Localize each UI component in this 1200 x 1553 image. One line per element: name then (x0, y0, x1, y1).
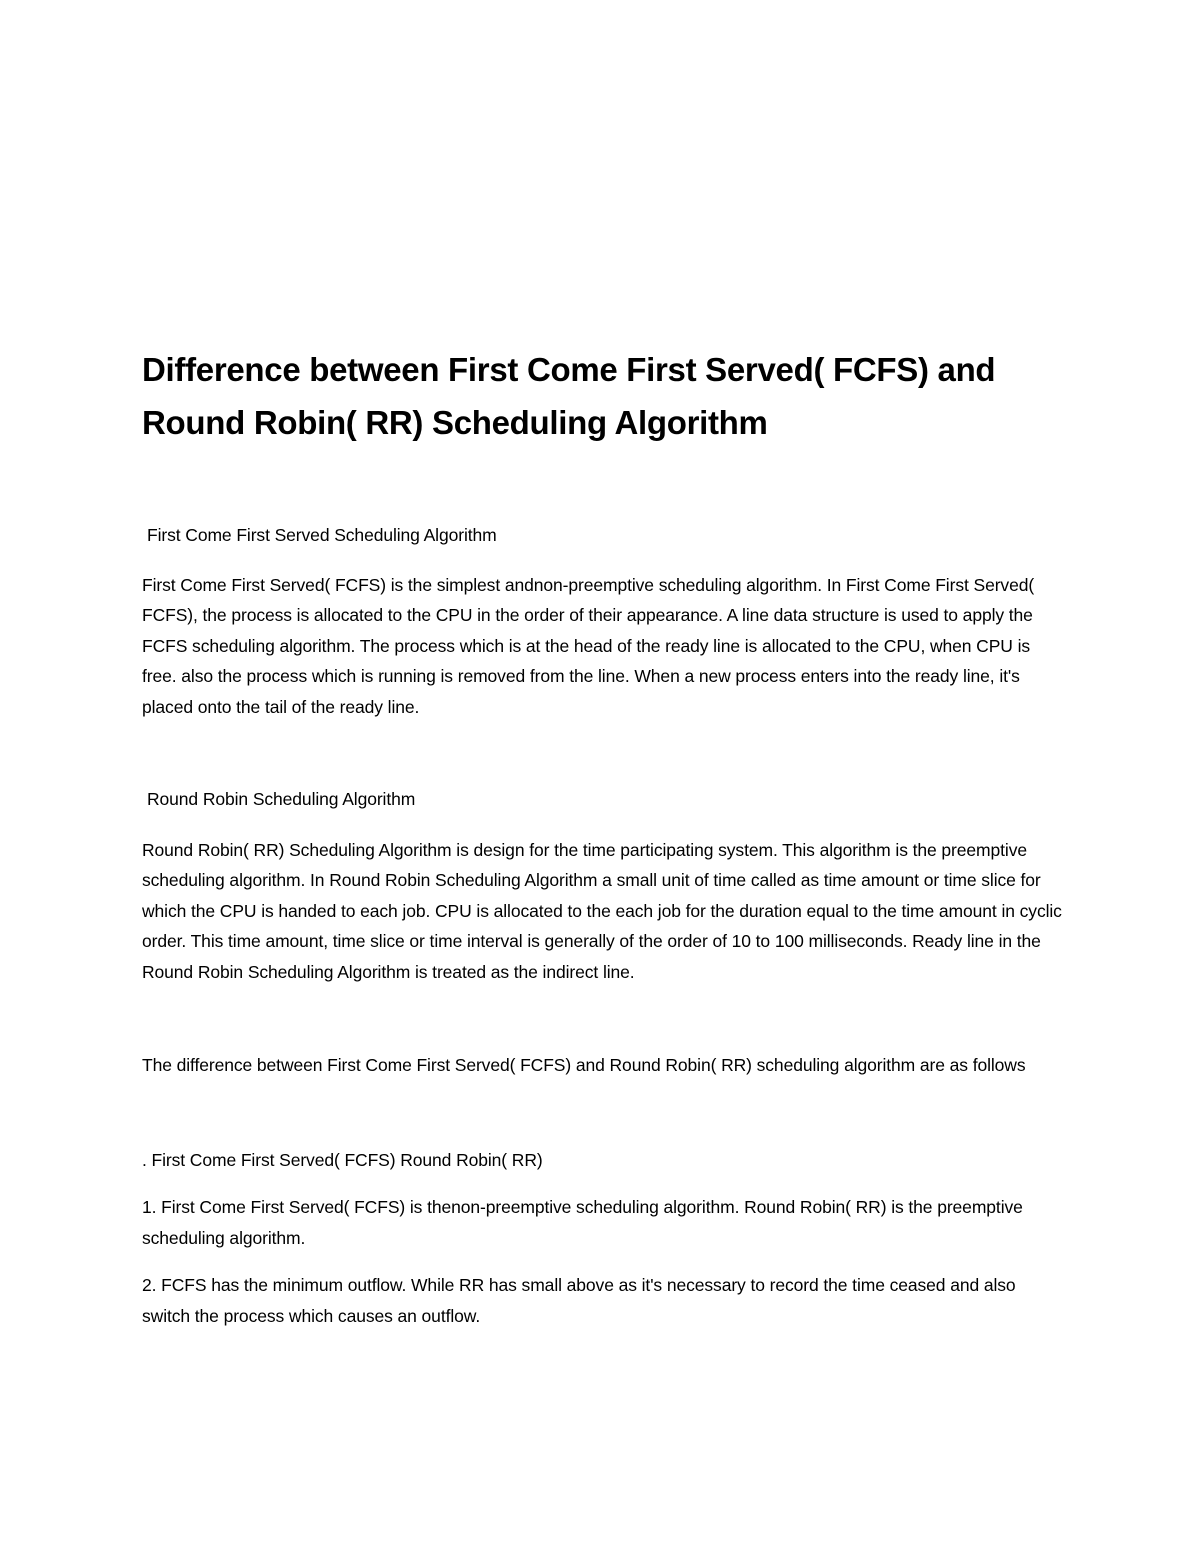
title-line-2: Round Robin( RR) Scheduling Algorithm (142, 404, 768, 441)
document-title (142, 343, 1062, 449)
comparison-header: . First Come First Served( FCFS) Round Robin( RR) (142, 1149, 543, 1170)
comparison-point: 1. First Come First Served( FCFS) is thenon-preemptive scheduling algorithm. Round Robin( RR) is the preemptive scheduling algorithm. (142, 1197, 1023, 1248)
fcfs-section-body: First Come First Served( FCFS) is the simplest andnon-preemptive scheduling algorithm. In First Come First Served( FCFS), the process is allocated to the CPU in the order of their appearance. A line data structure is used to apply the FCFS scheduling algorithm. The process which is at the head of the ready line is allocated to the CPU, when CPU is free. also the process which is running is removed from the line. When a new process enters into the ready line, it's placed onto the tail of the ready line. (142, 574, 1035, 717)
fcfs-section-heading: First Come First Served Scheduling Algorithm (147, 525, 497, 545)
rr-section-body: Round Robin( RR) Scheduling Algorithm is design for the time participating system. This algorithm is the preemptive scheduling algorithm. In Round Robin Scheduling Algorithm a small unit of time called as time amount or time slice for which the CPU is handed to each job. CPU is allocated to the each job for the duration equal to the time amount in cyclic order. This time amount, time slice or time interval is generally of the order of 10 to 100 milliseconds. Ready line in the Round Robin Scheduling Algorithm is treated as the indirect line. (142, 839, 1062, 982)
rr-section-heading: Round Robin Scheduling Algorithm (147, 789, 416, 809)
document-content (142, 343, 1062, 1331)
comparison-point: 2. FCFS has the minimum outflow. While RR has small above as it's necessary to record the time ceased and also switch the process which causes an outflow. (142, 1275, 1016, 1326)
difference-intro: The difference between First Come First Served( FCFS) and Round Robin( RR) scheduling algorithm are as follows (142, 1055, 1026, 1075)
title-line-1: Difference between First Come First Served( FCFS) and (142, 351, 996, 388)
